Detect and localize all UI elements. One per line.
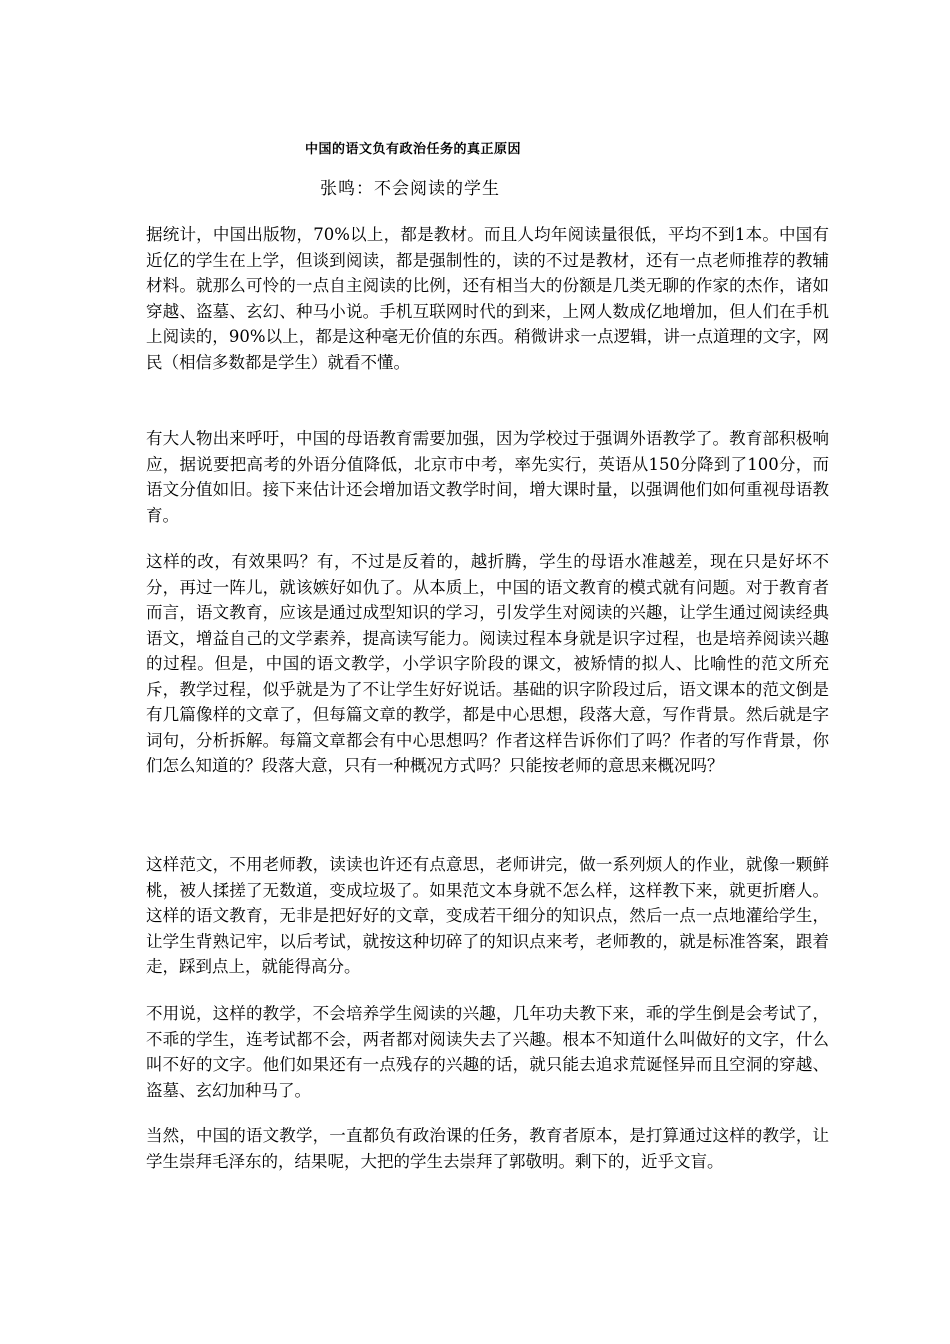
paragraph-6 xyxy=(146,1123,829,1174)
document-title: 中国的语文负有政治任务的真正原因 xyxy=(305,142,522,157)
paragraph-text: 这样范文，不用老师教，读读也许还有点意思，老师讲完，做一系列烦人的作业，就像一颗鲜桃，被人揉搓了无数道，变成垃圾了。如果范文本身就不怎么样，这样教下来，就更折磨人。这样的语文教育，无非是把好好的文章，变成若干细分的知识点，然后一点一点地灌给学生，让学生背熟记牢，以后考试，就按这种切碎了的知识点来考，老师教的，就是标准答案，跟着走，踩到点上，就能得高分。 xyxy=(146,855,829,976)
paragraph-text: 这样的改，有效果吗？有，不过是反着的，越折腾，学生的母语水准越差，现在只是好坏不分，再过一阵儿，就该嫉好如仇了。从本质上，中国的语文教育的模式就有问题。对于教育者而言，语文教育，应该是通过成型知识的学习，引发学生对阅读的兴趣，让学生通过阅读经典语文，增益自己的文学素养，提高读写能力。阅读过程本身就是识字过程，也是培养阅读兴趣的过程。但是，中国的语文教学，小学识字阶段的课文，被矫情的拟人、比喻性的范文所充斥，教学过程，似乎就是为了不让学生好好说话。基础的识字阶段过后，语文课本的范文倒是有几篇像样的文章了，但每篇文章的教学，都是中心思想，段落大意，写作背景。然后就是字词句，分析拆解。每篇文章都会有中心思想吗？作者这样告诉你们了吗？作者的写作背景，你们怎么知道的？段落大意，只有一种概况方式吗？只能按老师的意思来概况吗？ xyxy=(146,552,829,775)
paragraph-3 xyxy=(146,549,829,779)
paragraph-1 xyxy=(146,222,829,375)
paragraph-text: 据统计，中国出版物，70%以上，都是教材。而且人均年阅读量很低，平均不到1本。中国有近亿的学生在上学，但谈到阅读，都是强制性的，读的不过是教材，还有一点老师推荐的教辅材料。就那么可怜的一点自主阅读的比例，还有相当大的份额是几类无聊的作家的杰作，诸如穿越、盗墓、玄幻、种马小说。手机互联网时代的到来，上网人数成亿地增加，但人们在手机上阅读的，90%以上，都是这种毫无价值的东西。稍微讲求一点逻辑，讲一点道理的文字，网民（相信多数都是学生）就看不懂。 xyxy=(146,225,829,372)
paragraph-5 xyxy=(146,1001,829,1103)
paragraph-2 xyxy=(146,426,829,528)
paragraph-text: 不用说，这样的教学，不会培养学生阅读的兴趣，几年功夫教下来，乖的学生倒是会考试了，不乖的学生，连考试都不会，两者都对阅读失去了兴趣。根本不知道什么叫做好的文字，什么叫不好的文字。他们如果还有一点残存的兴趣的话，就只能去追求荒诞怪异而且空洞的穿越、盗墓、玄幻加种马了。 xyxy=(146,1004,829,1100)
paragraph-text: 当然，中国的语文教学，一直都负有政治课的任务，教育者原本，是打算通过这样的教学，让学生崇拜毛泽东的，结果呢，大把的学生去崇拜了郭敬明。剩下的，近乎文盲。 xyxy=(146,1126,829,1171)
paragraph-text: 有大人物出来呼吁，中国的母语教育需要加强，因为学校过于强调外语教学了。教育部积极响应，据说要把高考的外语分值降低，北京市中考，率先实行，英语从150分降到了100分，而语文分值如旧。接下来估计还会增加语文教学时间，增大课时量，以强调他们如何重视母语教育。 xyxy=(146,429,829,525)
paragraph-4 xyxy=(146,852,829,980)
document-subtitle: 张鸣：不会阅读的学生 xyxy=(320,179,500,199)
